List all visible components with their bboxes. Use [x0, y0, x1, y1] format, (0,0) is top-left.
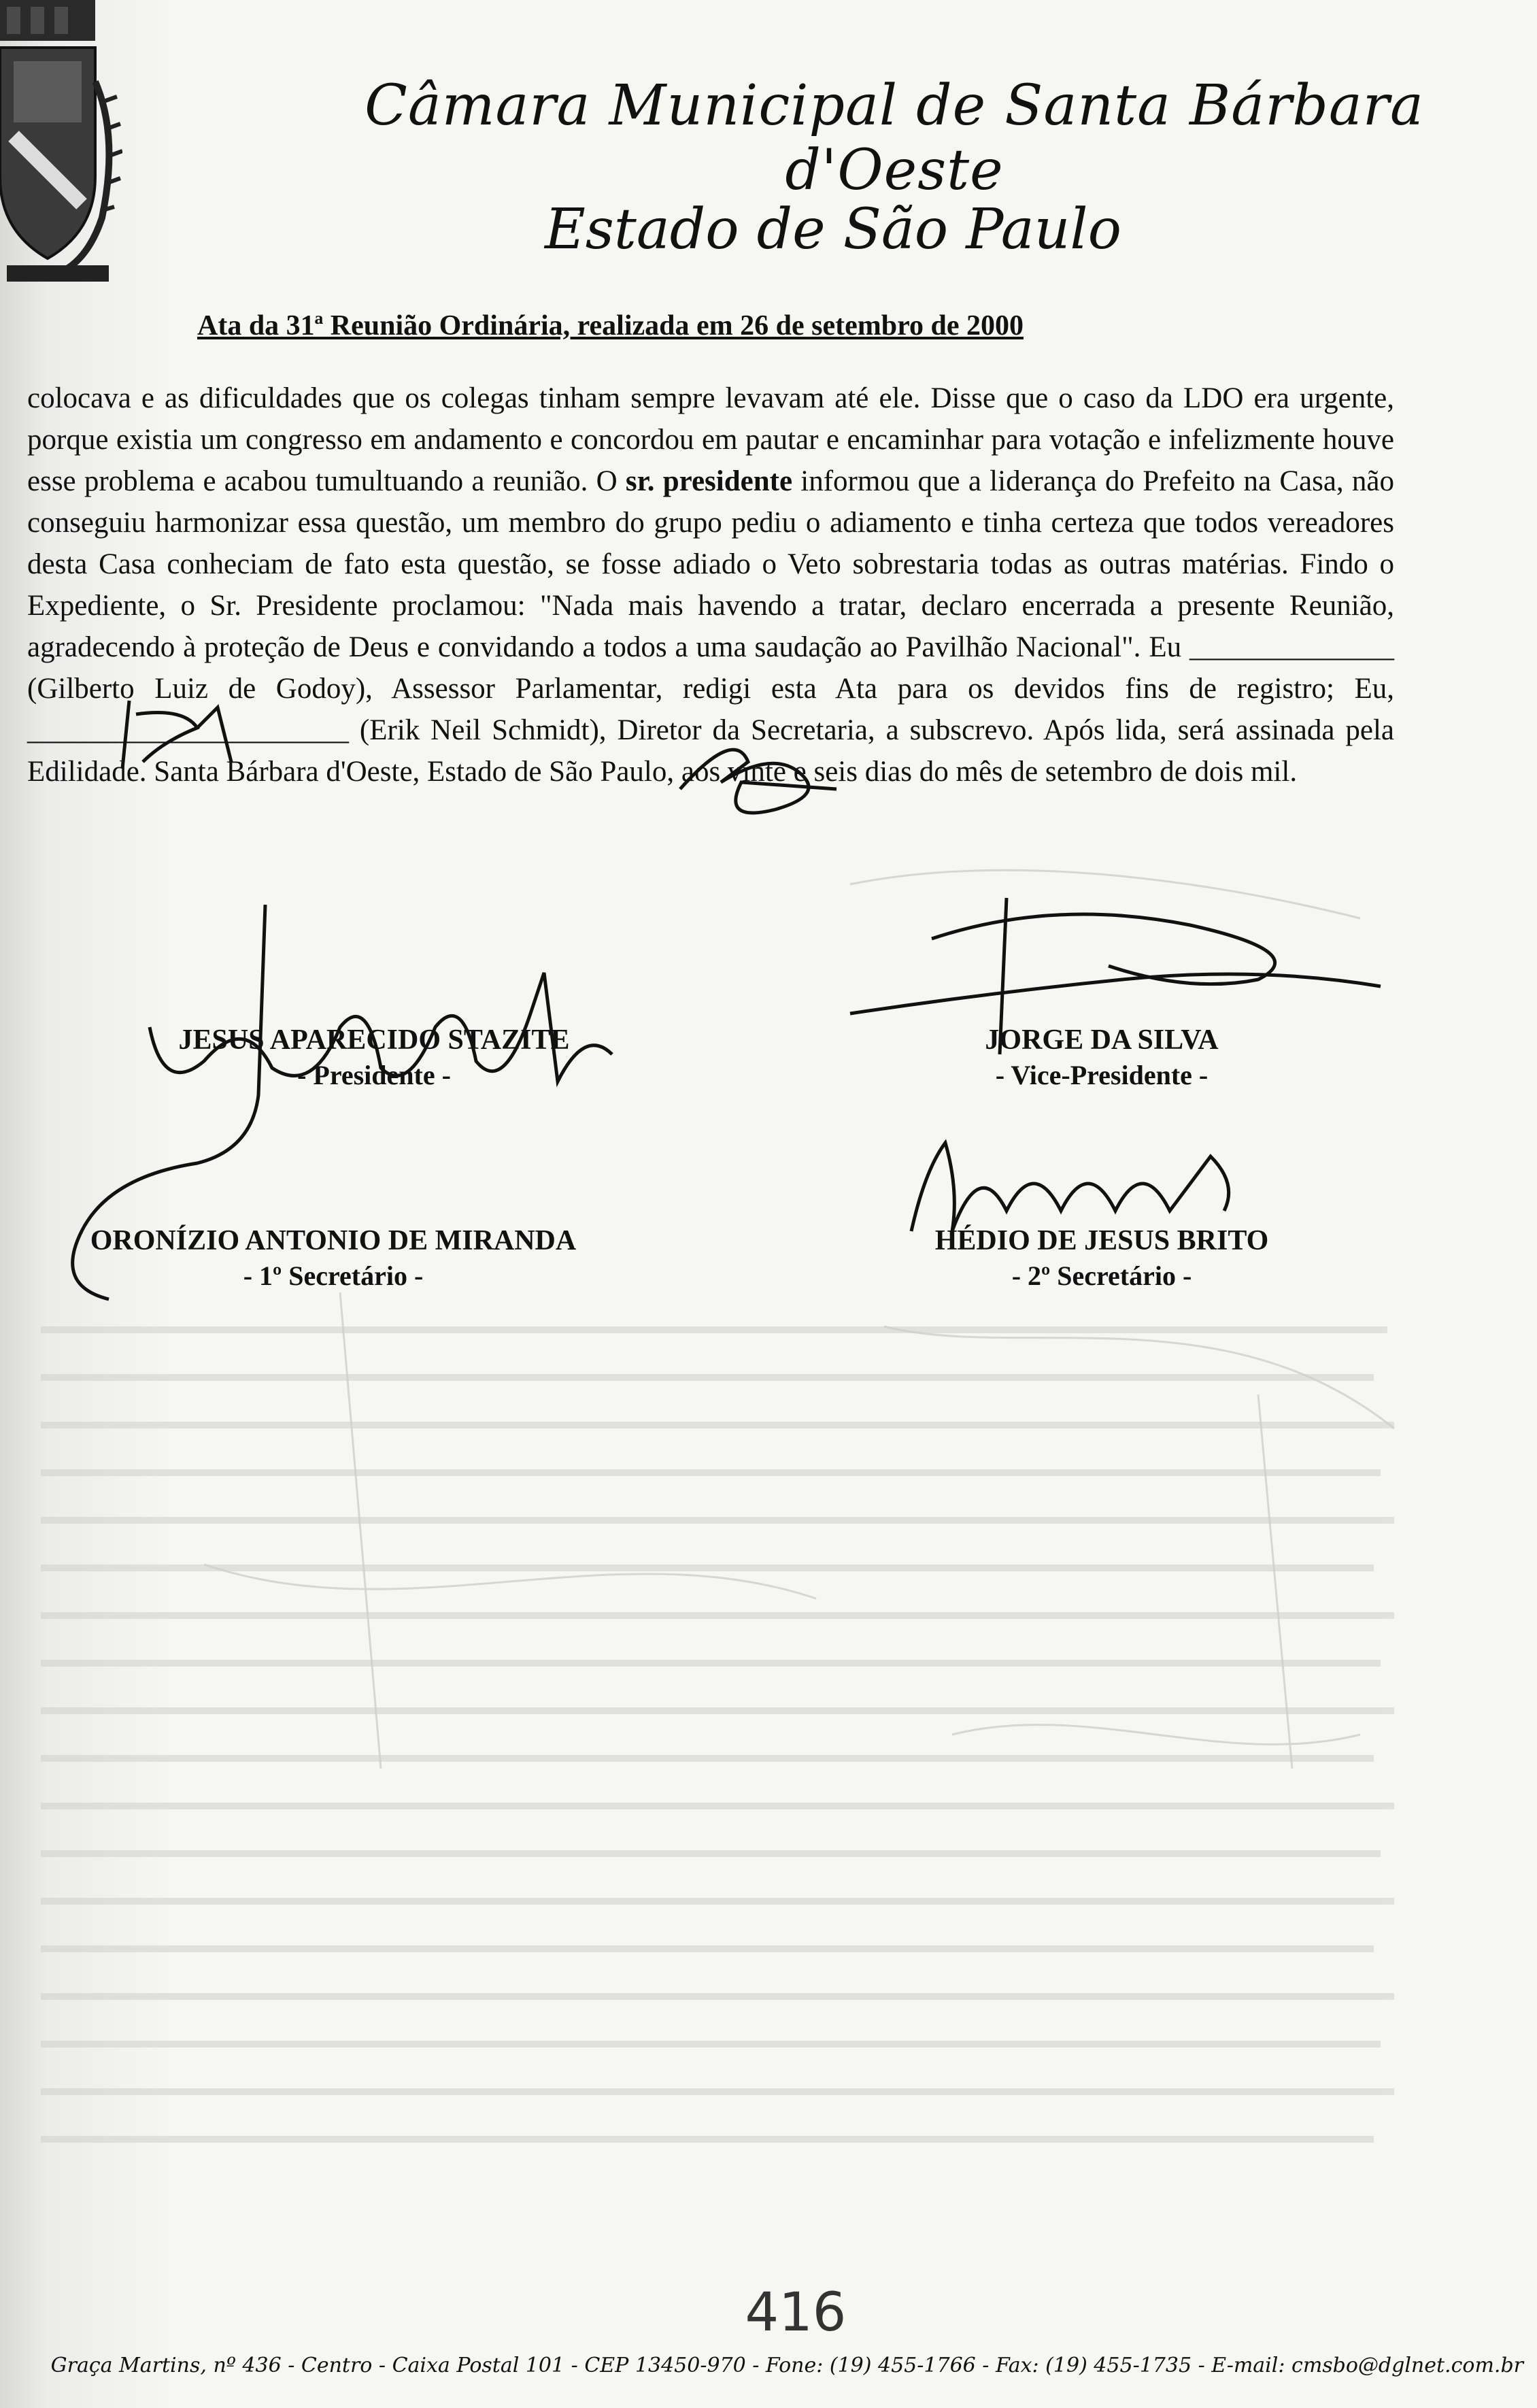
body-part-2: informou que a liderança do Prefeito na Casa, não conseguiu harmonizar essa questão, um membro do grupo pediu o adiamento e tinha certeza que todos vereadores desta Casa conheciam de fato esta questão, se fosse adiado o Veto sobrestaria todas as outras matérias. Findo o Expediente, o Sr. Presidente proclamou: "Nada mais havendo a tratar, declaro encerrada a presente Reunião, agradecendo à proteção de Deus e convidando a todos a uma saudação ao Pavilhão Nacional". Eu ______________ (Gilberto Luiz de Godoy), Assessor Parlamentar, redigi esta Ata para os devidos fins de registro; Eu, ______________________ (Erik Neil Schmidt), Diretor da Secretaria, a subscrevo. Após lida, será assinada pela Edilidade. Santa Bárbara d'Oeste, Estado de São Paulo, aos vinte e seis dias do mês de setembro de dois mil.	[27, 465, 1394, 788]
signature-first-secretary	[41, 1224, 626, 1292]
first-secretary-role: - 1º Secretário -	[243, 1260, 424, 1291]
minutes-body	[27, 378, 1394, 792]
footer-address: Graça Martins, nº 436 - Centro - Caixa Postal 101 - CEP 13450-970 - Fone: (19) 455-1766 - Fax: (19) 455-1735 - E-mail: cmsbo@dglnet.com.br	[50, 2354, 1523, 2377]
first-secretary-name: ORONÍZIO ANTONIO DE MIRANDA	[90, 1225, 577, 1256]
second-secretary-role: - 2º Secretário -	[1011, 1260, 1192, 1291]
header-chamber-name: Câmara Municipal de Santa Bárbara d'Oeste	[365, 73, 1424, 203]
president-role: - Presidente -	[297, 1060, 451, 1090]
vice-president-name: JORGE DA SILVA	[985, 1024, 1219, 1056]
body-bold-president: sr. presidente	[625, 465, 793, 497]
body-part-1: colocava e as dificuldades que os colegas tinham sempre levavam até ele. Disse que o caso da LDO era urgente, porque existia um congresso em andamento e concordou em pautar e encaminhar para votação e infelizmente houve esse problema e acabou tumultuando a reunião. O	[27, 382, 1394, 497]
header-state-name: Estado de São Paulo	[544, 197, 1122, 262]
document-title: Ata da 31ª Reunião Ordinária, realizada em 26 de setembro de 2000	[197, 310, 1024, 341]
signature-second-secretary	[857, 1224, 1347, 1292]
page-number: 416	[745, 2282, 847, 2343]
municipal-crest-icon	[0, 0, 122, 286]
signature-vice-president	[857, 1024, 1347, 1091]
signature-president	[95, 1024, 653, 1091]
second-secretary-name: HÉDIO DE JESUS BRITO	[934, 1225, 1269, 1256]
vice-president-role: - Vice-Presidente -	[995, 1060, 1209, 1090]
president-name: JESUS APARECIDO STAZITE	[178, 1024, 570, 1056]
